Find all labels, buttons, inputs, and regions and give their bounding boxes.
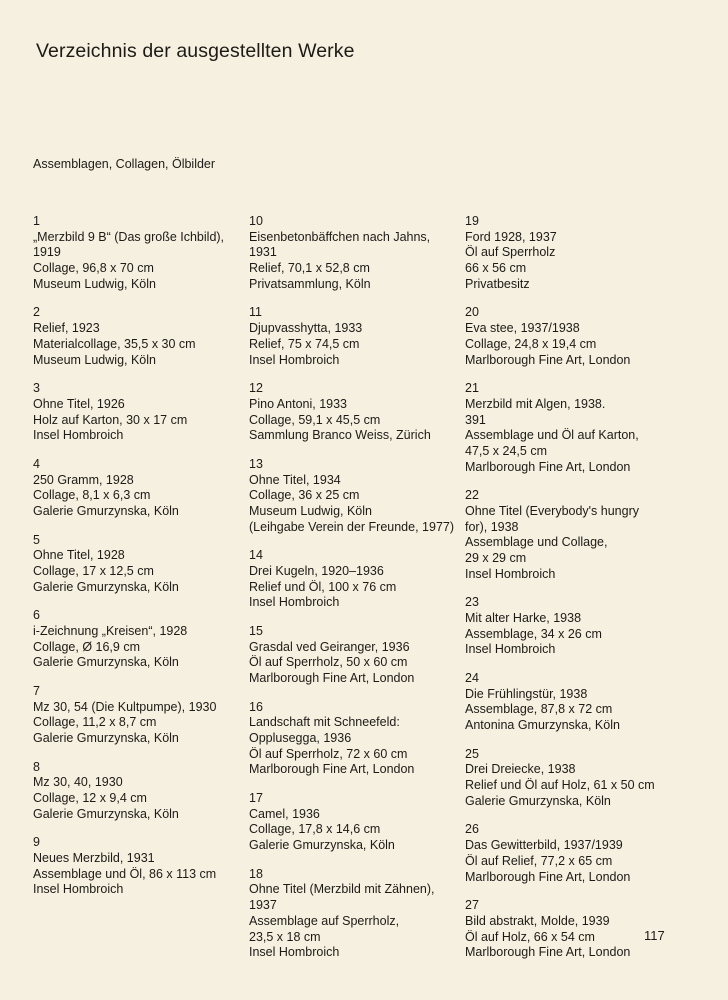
entry-number: 2 <box>33 305 40 320</box>
entry-line: 391 <box>465 412 486 427</box>
entry-number: 14 <box>249 548 263 563</box>
catalog-entry <box>33 835 255 898</box>
catalog-entry <box>249 305 471 368</box>
entry-line: Relief und Öl, 100 x 76 cm <box>249 579 397 594</box>
entry-line: Öl auf Sperrholz, 50 x 60 cm <box>249 655 408 670</box>
entry-line: Galerie Gmurzynska, Köln <box>465 793 611 808</box>
catalog-entry <box>249 548 471 611</box>
catalog-entry <box>465 381 695 475</box>
catalog-entry <box>465 305 695 368</box>
catalog-entry <box>249 791 471 854</box>
entry-line: Materialcollage, 35,5 x 30 cm <box>33 336 196 351</box>
entry-line: Sammlung Branco Weiss, Zürich <box>249 428 431 443</box>
entry-line: Pino Antoni, 1933 <box>249 396 347 411</box>
entry-line: Ohne Titel, 1928 <box>33 548 125 563</box>
entry-line: 66 x 56 cm <box>465 261 527 276</box>
entry-line: Collage, Ø 16,9 cm <box>33 639 140 654</box>
entry-line: Insel Hombroich <box>249 352 340 367</box>
entry-number: 3 <box>33 381 40 396</box>
entry-line: i-Zeichnung „Kreisen“, 1928 <box>33 623 188 638</box>
entry-line: Collage, 96,8 x 70 cm <box>33 261 154 276</box>
entry-line: 1937 <box>249 898 277 913</box>
entry-line: Insel Hombroich <box>465 566 556 581</box>
entry-line: Mz 30, 54 (Die Kultpumpe), 1930 <box>33 699 217 714</box>
entry-number: 17 <box>249 791 263 806</box>
entry-line: Insel Hombroich <box>33 428 124 443</box>
entry-number: 15 <box>249 623 263 638</box>
entry-line: Assemblage auf Sperrholz, <box>249 913 400 928</box>
catalog-entry <box>33 214 255 293</box>
catalog-entry <box>33 533 255 596</box>
entry-number: 10 <box>249 214 263 228</box>
entry-line: Eva stee, 1937/1938 <box>465 321 580 336</box>
catalog-entry <box>33 457 255 520</box>
catalog-entry <box>33 381 255 444</box>
entry-line: Museum Ludwig, Köln <box>33 276 156 291</box>
entry-number: 9 <box>33 835 40 850</box>
entry-line: Collage, 11,2 x 8,7 cm <box>33 715 157 730</box>
entry-line: Öl auf Relief, 77,2 x 65 cm <box>465 853 613 868</box>
entry-line: Eisenbetonbäffchen nach Jahns, <box>249 229 431 244</box>
entry-line: Bild abstrakt, Molde, 1939 <box>465 913 610 928</box>
entry-line: Mz 30, 40, 1930 <box>33 775 123 790</box>
entry-line: Ohne Titel, 1934 <box>249 472 341 487</box>
entry-number: 8 <box>33 759 40 774</box>
entry-line: Galerie Gmurzynska, Köln <box>33 655 179 670</box>
catalog-entry <box>249 867 471 961</box>
entry-line: Marlborough Fine Art, London <box>465 352 631 367</box>
catalog-entry <box>249 624 471 687</box>
entry-line: 250 Gramm, 1928 <box>33 472 134 487</box>
entry-line: Galerie Gmurzynska, Köln <box>33 579 179 594</box>
entry-line: Privatbesitz <box>465 276 530 291</box>
catalog-entry <box>465 214 695 293</box>
entry-line: Assemblage, 34 x 26 cm <box>465 626 602 641</box>
entry-number: 7 <box>33 683 40 698</box>
entry-number: 6 <box>33 608 40 623</box>
entry-number: 13 <box>249 456 263 471</box>
page-title: Verzeichnis der ausgestellten Werke <box>36 40 355 62</box>
entry-line: Relief, 70,1 x 52,8 cm <box>249 261 370 276</box>
entry-line: (Leihgabe Verein der Freunde, 1977) <box>249 519 455 534</box>
entry-line: 1931 <box>249 245 277 260</box>
entry-line: Holz auf Karton, 30 x 17 cm <box>33 412 188 427</box>
entry-line: Marlborough Fine Art, London <box>249 671 415 686</box>
catalog-entry <box>465 747 695 810</box>
entry-line: Assemblage, 87,8 x 72 cm <box>465 702 613 717</box>
catalog-entry <box>465 671 695 734</box>
catalog-entry <box>465 822 695 885</box>
entry-line: Neues Merzbild, 1931 <box>33 851 155 866</box>
entry-line: Öl auf Holz, 66 x 54 cm <box>465 929 595 944</box>
catalog-entry <box>249 381 471 444</box>
entry-line: Ohne Titel (Merzbild mit Zähnen), <box>249 882 435 897</box>
entry-line: Galerie Gmurzynska, Köln <box>33 503 179 518</box>
entry-line: Öl auf Sperrholz <box>465 245 556 260</box>
entry-number: 21 <box>465 381 479 396</box>
entry-number: 11 <box>249 305 262 320</box>
section-heading-spacer <box>465 157 695 214</box>
entry-line: Relief, 1923 <box>33 321 100 336</box>
entry-number: 27 <box>465 898 479 913</box>
entry-line: Opplusegga, 1936 <box>249 731 352 746</box>
page-number: 117 <box>644 928 665 943</box>
entry-line: 47,5 x 24,5 cm <box>465 443 547 458</box>
entry-line: Collage, 8,1 x 6,3 cm <box>33 488 151 503</box>
entry-line: Djupvasshytta, 1933 <box>249 321 363 336</box>
entry-line: 23,5 x 18 cm <box>249 929 321 944</box>
catalog-entry <box>465 488 695 582</box>
entry-line: 29 x 29 cm <box>465 551 527 566</box>
entry-line: Mit alter Harke, 1938 <box>465 611 582 626</box>
entry-number: 26 <box>465 822 479 837</box>
entry-line: Galerie Gmurzynska, Köln <box>33 806 179 821</box>
entry-number: 12 <box>249 381 263 396</box>
entry-line: Relief und Öl auf Holz, 61 x 50 cm <box>465 778 655 793</box>
catalog-entry <box>249 214 471 293</box>
entry-line: Relief, 75 x 74,5 cm <box>249 336 360 351</box>
entry-line: Galerie Gmurzynska, Köln <box>33 731 179 746</box>
entry-line: Collage, 24,8 x 19,4 cm <box>465 336 597 351</box>
entry-line: Assemblage und Öl auf Karton, <box>465 428 639 443</box>
entry-line: Camel, 1936 <box>249 806 320 821</box>
entry-number: 19 <box>465 214 479 228</box>
entry-line: Privatsammlung, Köln <box>249 276 371 291</box>
entry-number: 4 <box>33 456 40 471</box>
entry-line: Drei Kugeln, 1920–1936 <box>249 563 384 578</box>
entry-line: Ohne Titel, 1926 <box>33 396 125 411</box>
entry-line: „Merzbild 9 B“ (Das große Ichbild), <box>33 229 225 244</box>
catalog-entry <box>465 595 695 658</box>
entry-number: 18 <box>249 866 263 881</box>
entry-line: Collage, 36 x 25 cm <box>249 488 360 503</box>
entry-line: Insel Hombroich <box>465 642 556 657</box>
entry-line: 1919 <box>33 245 61 260</box>
entry-line: Collage, 17 x 12,5 cm <box>33 563 154 578</box>
entry-number: 24 <box>465 671 479 686</box>
section-heading-spacer <box>249 157 471 214</box>
entry-number: 1 <box>33 214 40 228</box>
catalog-entry <box>33 684 255 747</box>
entry-number: 22 <box>465 488 479 503</box>
entry-line: Insel Hombroich <box>249 945 340 960</box>
entry-line: Drei Dreiecke, 1938 <box>465 762 576 777</box>
entry-line: Ohne Titel (Everybody's hungry <box>465 503 639 518</box>
catalog-column-1 <box>33 157 255 911</box>
entry-line: Grasdal ved Geiranger, 1936 <box>249 639 410 654</box>
catalog-entry <box>33 305 255 368</box>
catalog-column-3 <box>465 157 695 974</box>
entry-line: Marlborough Fine Art, London <box>465 945 631 960</box>
entry-number: 23 <box>465 595 479 610</box>
entry-line: Merzbild mit Algen, 1938. <box>465 396 606 411</box>
entry-line: Galerie Gmurzynska, Köln <box>249 838 395 853</box>
entry-line: Landschaft mit Schneefeld: <box>249 715 400 730</box>
entry-line: Museum Ludwig, Köln <box>249 503 372 518</box>
catalog-column-2 <box>249 157 471 974</box>
entry-number: 5 <box>33 532 40 547</box>
entry-line: Insel Hombroich <box>33 882 124 897</box>
entry-line: Assemblage und Collage, <box>465 535 608 550</box>
entry-line: Assemblage und Öl, 86 x 113 cm <box>33 866 217 881</box>
entry-number: 16 <box>249 699 263 714</box>
entry-line: Das Gewitterbild, 1937/1939 <box>465 838 623 853</box>
entry-line: for), 1938 <box>465 519 519 534</box>
catalog-entry <box>249 457 471 536</box>
entry-line: Collage, 59,1 x 45,5 cm <box>249 412 381 427</box>
entry-line: Antonina Gmurzynska, Köln <box>465 718 620 733</box>
entry-number: 20 <box>465 305 479 320</box>
entry-line: Museum Ludwig, Köln <box>33 352 156 367</box>
entry-line: Ford 1928, 1937 <box>465 229 557 244</box>
entry-line: Marlborough Fine Art, London <box>465 459 631 474</box>
entry-line: Collage, 17,8 x 14,6 cm <box>249 822 381 837</box>
entry-line: Insel Hombroich <box>249 595 340 610</box>
entry-line: Die Frühlingstür, 1938 <box>465 686 588 701</box>
catalog-entry <box>33 760 255 823</box>
catalog-entry <box>33 608 255 671</box>
entry-line: Öl auf Sperrholz, 72 x 60 cm <box>249 746 408 761</box>
entry-line: Collage, 12 x 9,4 cm <box>33 791 147 806</box>
section-heading: Assemblagen, Collagen, Ölbilder <box>33 157 216 171</box>
catalog-entry <box>249 700 471 779</box>
entry-line: Marlborough Fine Art, London <box>249 762 415 777</box>
entry-number: 25 <box>465 746 479 761</box>
entry-line: Marlborough Fine Art, London <box>465 869 631 884</box>
